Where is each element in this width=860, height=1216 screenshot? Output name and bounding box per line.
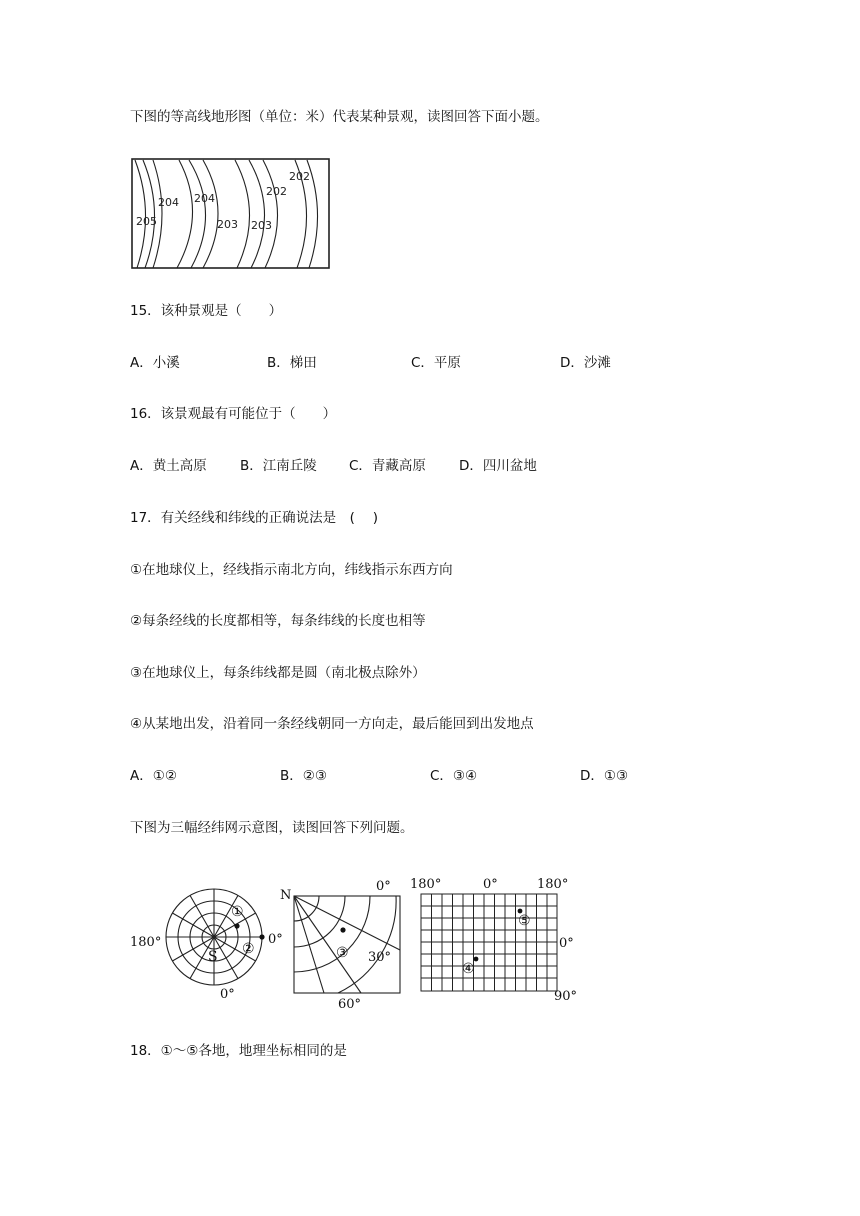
q15-option-a: A．小溪	[130, 355, 180, 371]
q15-option-d: D．沙滩	[560, 355, 611, 371]
q16-option-d: D．四川盆地	[459, 458, 537, 474]
q17-option-c: C．③④	[430, 768, 478, 784]
q15-option-b: B．梯田	[267, 355, 317, 371]
map2-label-north: N	[280, 888, 292, 903]
polar-grid-map	[128, 868, 288, 1008]
contour-label-202b: 202	[266, 185, 287, 198]
map1-label-south-pole: S	[208, 949, 218, 965]
question-16-stem: 16．该景观最有可能位于（ ）	[130, 406, 337, 422]
q16-option-b: B．江南丘陵	[240, 458, 317, 474]
map3-label-180-right: 180°	[537, 877, 569, 892]
contour-label-204a: 204	[194, 192, 215, 205]
map3-point-5: ⑤	[518, 913, 531, 929]
q17-statement-4: ④从某地出发，沿着同一条经线朝同一方向走，最后能回到出发地点	[130, 716, 534, 732]
intro-text-2: 下图为三幅经纬网示意图，读图回答下列问题。	[130, 820, 414, 836]
map3-point-4: ④	[462, 961, 475, 977]
q17-option-d: D．①③	[580, 768, 629, 784]
contour-label-203b: 203	[251, 219, 272, 232]
question-17-stem: 17．有关经线和纬线的正确说法是 ( )	[130, 510, 379, 526]
map1-point-1: ①	[231, 904, 244, 920]
map1-label-180: 180°	[130, 935, 162, 950]
q16-option-c: C．青藏高原	[349, 458, 426, 474]
contour-label-205: 205	[136, 215, 157, 228]
q17-option-a: A．①②	[130, 768, 177, 784]
map3-label-90: 90°	[554, 989, 578, 1002]
intro-text-1: 下图的等高线地形图（单位：米）代表某种景观，读图回答下面小题。	[130, 109, 549, 125]
quadrant-grid-map	[276, 872, 406, 1012]
map1-point-2: ②	[242, 941, 255, 957]
q15-option-c: C．平原	[411, 355, 461, 371]
question-18-stem: 18．①～⑤各地，地理坐标相同的是	[130, 1043, 347, 1059]
contour-label-202a: 202	[289, 170, 310, 183]
map2-label-60: 60°	[338, 997, 362, 1012]
q17-option-b: B．②③	[280, 768, 327, 784]
map2-label-0: 0°	[376, 879, 391, 894]
q16-option-a: A．黄土高原	[130, 458, 207, 474]
q17-statement-3: ③在地球仪上，每条纬线都是圆（南北极点除外）	[130, 665, 426, 681]
map1-label-0-bottom: 0°	[220, 987, 235, 1002]
contour-map-figure	[131, 158, 331, 270]
map2-label-30: 30°	[368, 950, 392, 965]
q17-statement-2: ②每条经线的长度都相等，每条纬线的长度也相等	[130, 613, 426, 629]
map3-label-0-right: 0°	[559, 936, 574, 951]
question-15-stem: 15．该种景观是（ ）	[130, 303, 283, 319]
map3-label-0-top: 0°	[483, 877, 498, 892]
q17-statement-1: ①在地球仪上，经线指示南北方向，纬线指示东西方向	[130, 562, 453, 578]
map3-label-180-left: 180°	[410, 877, 442, 892]
map2-point-3: ③	[336, 945, 349, 961]
contour-label-203a: 203	[217, 218, 238, 231]
contour-label-204b: 204	[158, 196, 179, 209]
rectangular-grid-map	[408, 872, 583, 1002]
map1-label-0-right: 0°	[268, 932, 283, 947]
